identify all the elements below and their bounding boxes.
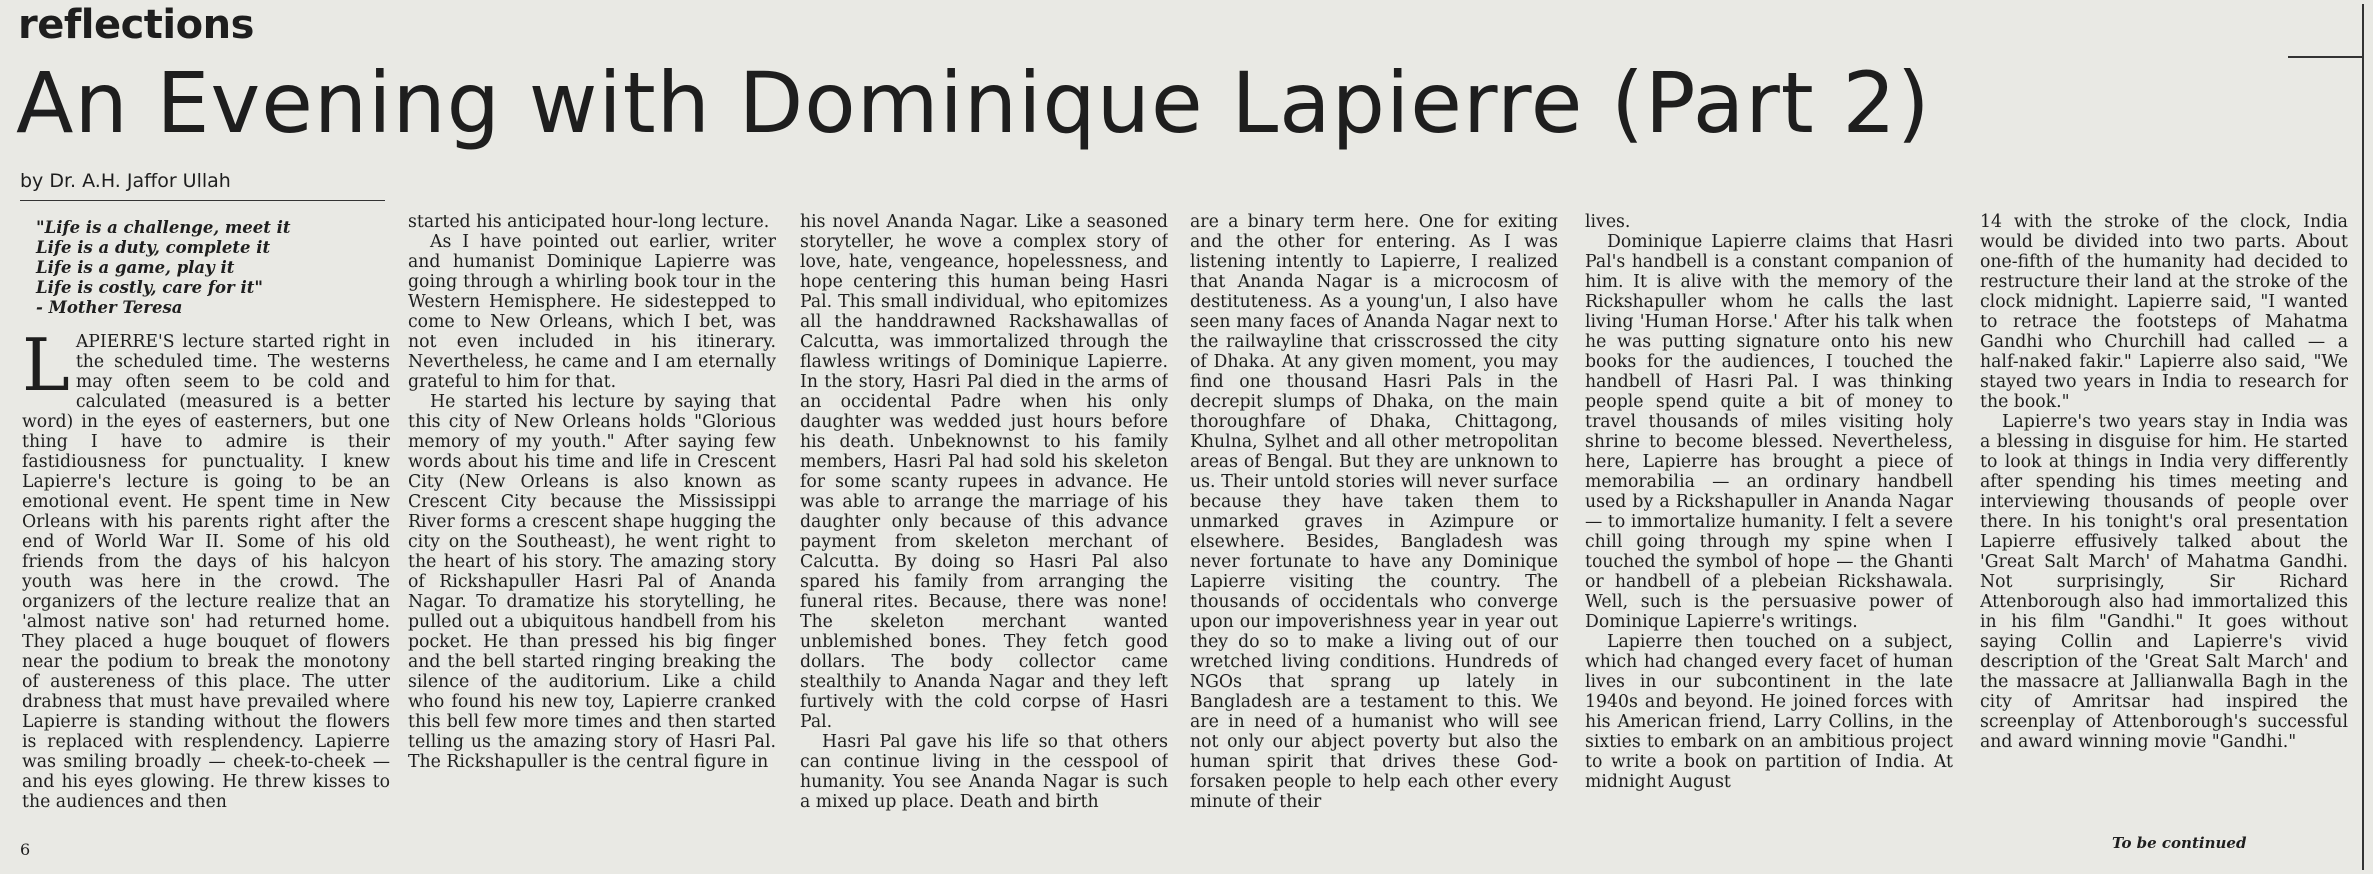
article-column-1 <box>22 212 390 852</box>
paragraph <box>22 323 390 812</box>
paragraph: are a binary term here. One for exiting and the other for entering. As I was listening intently to Lapierre, I realized that Ananda Nagar is a microcosm of destituteness. As a young'un, I also have seen many faces of Ananda Nagar next to the railwayline that crisscrossed the city of Dhaka. At any given moment, you may find one thousand Hasri Pals in the decrepit slumps of Dhaka, on the main thoroughfare of Dhaka, Chittagong, Khulna, Sylhet and all other metropolitan areas of Bengal. But they are unknown to us. Their untold stories will never surface because they have taken them to unmarked graves in Azimpure or elsewhere. Besides, Bangladesh was never fortunate to have any Dominique Lapierre visiting the country. The thousands of occidentals who converge upon our impoverishness year in year out they do so to make a living out of our wretched living conditions. Hundreds of NGOs that sprang up lately in Bangladesh are a testament to this. We are in need of a humanist who will see not only our abject poverty but also the human spirit that drives these God-forsaken people to help each other every minute of their <box>1190 212 1558 812</box>
quote-attribution: - Mother Teresa <box>36 298 183 317</box>
byline-rule <box>20 200 385 201</box>
section-label: reflections <box>18 2 254 48</box>
paragraph: As I have pointed out earlier, writer and humanist Dominique Lapierre was going through a whirling book tour in the Western Hemisphere. He sidestepped to come to New Orleans, which I bet, was not even included in his itinerary. Nevertheless, he came and I am eternally grateful to him for that. <box>408 232 776 392</box>
page-number: 6 <box>20 840 31 859</box>
paragraph: lives. <box>1585 212 1631 232</box>
paragraph: Lapierre's two years stay in India was a blessing in disguise for him. He started to look at things in India very differently after spending his times meeting and interviewing thousands of people over there. In his tonight's oral presentation Lapierre effusively talked about the 'Great Salt March' of Mahatma Gandhi. Not surprisingly, Sir Richard Attenborough also had immortalized this in his film "Gandhi." It goes without saying Collin and Lapierre's vivid description of the 'Great Salt March' and the massacre at Jallianwalla Bagh in the city of Amritsar had inspired the screenplay of Attenborough's successful and award winning movie "Gandhi." <box>1980 412 2348 752</box>
article-column-3 <box>800 212 1168 852</box>
article-title: An Evening with Dominique Lapierre (Part 2) <box>16 54 1931 152</box>
article-column-5 <box>1585 212 1953 852</box>
article-column-6 <box>1980 212 2348 812</box>
quote-line: Life is a game, play it <box>36 258 235 277</box>
quote-line: Life is a duty, complete it <box>36 238 271 257</box>
paragraph: started his anticipated hour-long lecture. <box>408 212 770 232</box>
byline: by Dr. A.H. Jaffor Ullah <box>20 170 231 192</box>
paragraph-text: APIERRE'S lecture started right in the scheduled time. The westerns may often seem to be cold and calculated (measured is a better word) in the eyes of easterners, but one thing I have to admire is their fastidiousness for punctuality. I knew Lapierre's lecture is going to be an emotional event. He spent time in New Orleans with his parents right after the end of World War II. Some of his old friends from the days of his halcyon youth was here in the crowd. The organizers of the lecture realize that an 'almost native son' had returned home. They placed a huge bouquet of flowers near the podium to break the monotony of austereness of this place. The utter drabness that must have prevailed where Lapierre is standing without the flowers is replaced with resplendency. Lapierre was smiling broadly — cheek-to-cheek — and his eyes glowing. He threw kisses to the audiences and then <box>22 332 390 812</box>
right-border-rule <box>2362 4 2364 870</box>
article-column-4 <box>1190 212 1558 852</box>
quote-line: "Life is a challenge, meet it <box>36 218 291 237</box>
continued-note: To be continued <box>2112 834 2247 852</box>
epigraph-quote <box>36 218 390 318</box>
paragraph: Hasri Pal gave his life so that others can continue living in the cesspool of humanity. You see Ananda Nagar is such a mixed up place. Death and birth <box>800 732 1168 812</box>
paragraph: 14 with the stroke of the clock, India would be divided into two parts. About one-fifth of the humanity had decided to restructure their land at the stroke of the clock midnight. Lapierre said, "I wanted to retrace the footsteps of Mahatma Gandhi who Churchill had called — a half-naked fakir." Lapierre also said, "We stayed two years in India to research for the book." <box>1980 212 2348 412</box>
header-rule <box>2288 56 2364 58</box>
paragraph: Dominique Lapierre claims that Hasri Pal's handbell is a constant companion of him. It is alive with the memory of the Rickshapuller whom he calls the last living 'Human Horse.' After his talk when he was putting signature onto his new books for the audiences, I touched the handbell of Hasri Pal. I was thinking people spend quite a bit of money to travel thousands of miles visiting holy shrine to become blessed. Nevertheless, here, Lapierre has brought a piece of memorabilia — an ordinary handbell used by a Rickshapuller in Ananda Nagar — to immortalize humanity. I felt a severe chill going through my spine when I touched the symbol of hope — the Ghanti or handbell of a plebeian Rickshawala. Well, such is the persuasive power of Dominique Lapierre's writings. <box>1585 232 1953 632</box>
paragraph: his novel Ananda Nagar. Like a seasoned storyteller, he wove a complex story of love, hate, vengeance, hopelessness, and hope centering this human being Hasri Pal. This small individual, who epitomizes all the handdrawned Rackshawallas of Calcutta, was immortalized through the flawless writings of Dominique Lapierre. In the story, Hasri Pal died in the arms of an occidental Padre when his only daughter was wedded just hours before his death. Unbeknownst to his family members, Hasri Pal had sold his skeleton for some scanty rupees in advance. He was able to arrange the marriage of his daughter only because of this advance payment from skeleton merchant of Calcutta. By doing so Hasri Pal also spared his family from arranging the funeral rites. Because, there was none! The skeleton merchant wanted unblemished bones. They fetch good dollars. The body collector came stealthily to Ananda Nagar and they left furtively with the cold corpse of Hasri Pal. <box>800 212 1168 732</box>
article-column-2 <box>408 212 776 852</box>
quote-line: Life is costly, care for it" <box>36 278 263 297</box>
paragraph: He started his lecture by saying that this city of New Orleans holds "Glorious memory of my youth." After saying few words about his time and life in Crescent City (New Orleans is also known as Crescent City because the Mississippi River forms a crescent shape hugging the city on the Southeast), he went right to the heart of his story. The amazing story of Rickshapuller Hasri Pal of Ananda Nagar. To dramatize his storytelling, he pulled out a ubiquitous handbell from his pocket. He than pressed his big finger and the bell started ringing breaking the silence of the auditorium. Like a child who found his new toy, Lapierre cranked this bell few more times and then started telling us the amazing story of Hasri Pal. The Rickshapuller is the central figure in <box>408 392 776 772</box>
drop-cap: L <box>22 323 70 407</box>
paragraph: Lapierre then touched on a subject, which had changed every facet of human lives in our subcontinent in the late 1940s and beyond. He joined forces with his American friend, Larry Collins, in the sixties to embark on an ambitious project to write a book on partition of India. At midnight August <box>1585 632 1953 792</box>
